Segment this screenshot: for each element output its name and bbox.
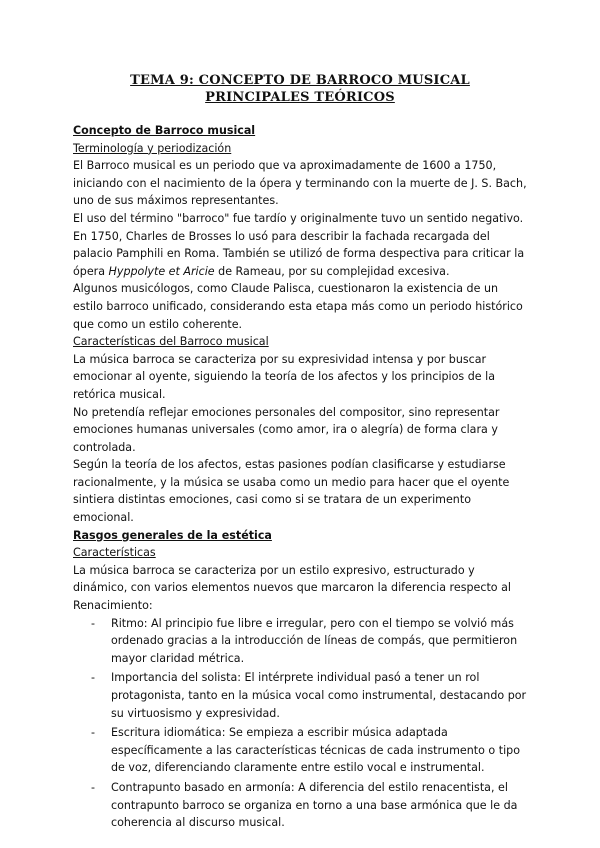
paragraph-teoria-afectos: Según la teoría de los afectos, estas pasiones podían clasificarse y estudiarse racionalmente, y la música se usaba como un medio para hacer que el oyente sintiera distintas emociones, casi como si se tratara de un experimento emocional. [73, 458, 510, 525]
paragraph-expresividad: La música barroca se caracteriza por su expresividad intensa y por buscar emocionar al oyente, siguiendo la teoría de los afectos y los principios de la retórica musical. [73, 352, 496, 401]
paragraph-text: de Rameau, por su complejidad excesiva. [214, 264, 450, 278]
paragraph-termino-barroco [73, 210, 531, 280]
subheading-terminologia: Terminología y periodización [73, 141, 232, 155]
opera-title: Hyppolyte et Aricie [108, 264, 215, 278]
paragraph-periodo: El Barroco musical es un periodo que va aproximadamente de 1600 a 1750, iniciando con el nacimiento de la ópera y terminando con la muerte de J. S. Bach, uno de sus máximos representantes. [73, 159, 527, 208]
subheading-caracteristicas-barroco: Características del Barroco musical [73, 335, 269, 349]
list-item: - Importancia del solista: El intérprete individual pasó a tener un rol protagonista, tanto en la música vocal como instrumental, destacando por su virtuosismo y expresividad. [111, 669, 531, 722]
characteristics-list [73, 615, 531, 832]
paragraph-estilo: La música barroca se caracteriza por un estilo expresivo, estructurado y dinámico, con varios elementos nuevos que marcaron la diferencia respecto al Renacimiento: [73, 563, 511, 613]
paragraph-text: El uso del término "barroco" fue tardío y originalmente tuvo un sentido negativo. En 1750, Charles de Brosses lo usó para describir la fachada recargada del palacio Pamphili en Roma. También se utilizó de forma despectiva para criticar la ópera [73, 211, 525, 278]
section-heading-concepto: Concepto de Barroco musical [73, 124, 256, 137]
document-body [73, 122, 531, 834]
subheading-caracteristicas: Características [73, 546, 156, 560]
document-title: TEMA 9: CONCEPTO DE BARROCO MUSICAL PRINCIPALES TEÓRICOS [130, 73, 470, 105]
list-item: - Ritmo: Al principio fue libre e irregular, pero con el tiempo se volvió más ordenado gracias a la introducción de líneas de compás, que permitieron mayor claridad métrica. [111, 615, 531, 668]
list-item: - Escritura idiomática: Se empieza a escribir música adaptada específicamente a las características técnicas de cada instrumento o tipo de voz, diferenciando claramente entre estilo vocal e instrumental. [111, 724, 531, 777]
section-heading-rasgos: Rasgos generales de la estética [73, 528, 272, 542]
paragraph-musicologos: Algunos musicólogos, como Claude Palisca, cuestionaron la existencia de un estilo barroco unificado, considerando esta etapa más como un periodo histórico que como un estilo coherente. [73, 282, 523, 331]
list-item: - Contrapunto basado en armonía: A diferencia del estilo renacentista, el contrapunto barroco se organiza en torno a una base armónica que le da coherencia al discurso musical. [111, 779, 531, 832]
paragraph-emociones: No pretendía reflejar emociones personales del compositor, sino representar emociones humanas universales (como amor, ira o alegría) de forma clara y controlada. [73, 405, 500, 454]
